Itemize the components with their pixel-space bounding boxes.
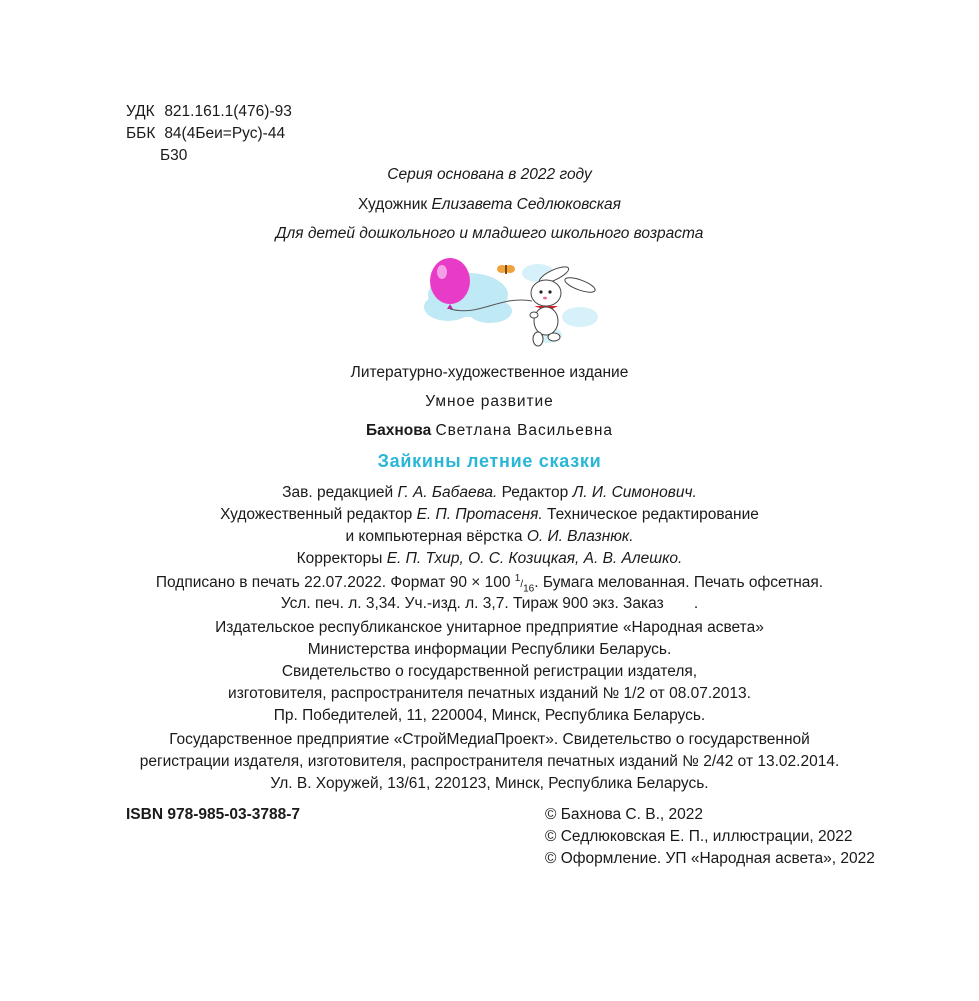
publisher-block	[0, 619, 979, 729]
series-note: Серия основана в 2022 году	[387, 166, 592, 183]
printer-line: Ул. В. Хоружей, 13/61, 220123, Минск, Республика Беларусь.	[270, 775, 709, 792]
author-given: Светлана Васильевна	[435, 422, 613, 439]
series-name: Умное развитие	[425, 393, 554, 410]
author-code: Б30	[160, 147, 188, 164]
bbk-value: 84(4Беи=Рус)-44	[164, 125, 286, 142]
bunny-with-balloon-illustration	[420, 255, 600, 355]
bbk-row	[126, 125, 292, 147]
staff-block	[0, 484, 979, 572]
udk-value: 821.161.1(476)-93	[164, 103, 292, 120]
classification-block	[126, 103, 292, 169]
print-info-line-1: Подписано в печать 22.07.2022. Формат 90 × 100 $^1/_{16}$. Бумага мелованная. Печать офсетная.	[155, 573, 824, 595]
copyright-block	[545, 806, 875, 872]
printer-line: регистрации издателя, изготовителя, распространителя печатных изданий № 2/42 от 13.02.2014.	[139, 753, 840, 770]
butterfly-icon	[497, 265, 515, 274]
print-info-line-2: Усл. печ. л. 3,34. Уч.-изд. л. 3,7. Тираж 900 экз. Заказ .	[280, 595, 699, 612]
publisher-line: Министерства информации Республики Беларусь.	[307, 641, 672, 658]
isbn: ISBN 978-985-03-3788-7	[126, 806, 301, 823]
artist-name: Елизавета Седлюковская	[431, 196, 621, 213]
udk-label: УДК	[126, 103, 155, 120]
copyright-line: © Седлюковская Е. П., иллюстрации, 2022	[545, 828, 853, 845]
printer-block	[0, 731, 979, 797]
publisher-line: Издательское республиканское унитарное предприятие «Народная асвета»	[215, 619, 764, 636]
staff-line-2: Художественный редактор Е. П. Протасеня. Техническое редактирование	[220, 506, 759, 523]
staff-line-1: Зав. редакцией Г. А. Бабаева. Редактор Л. И. Симонович.	[282, 484, 697, 501]
copyright-line: © Оформление. УП «Народная асвета», 2022	[545, 850, 875, 867]
artist-label: Художник	[358, 196, 428, 213]
author-line	[0, 422, 979, 441]
edition-type: Литературно-художественное издание	[350, 364, 629, 381]
audience-line: Для детей дошкольного и младшего школьного возраста	[275, 225, 704, 242]
copyright-line: © Бахнова С. В., 2022	[545, 806, 703, 823]
bbk-label: ББК	[126, 125, 156, 142]
author-surname: Бахнова	[366, 422, 432, 439]
publisher-line: Пр. Победителей, 11, 220004, Минск, Республика Беларусь.	[273, 707, 706, 724]
udk-row	[126, 103, 292, 125]
print-info-block	[0, 573, 979, 617]
staff-line-3: и компьютерная вёрстка О. И. Влазнюк.	[345, 528, 634, 545]
publisher-line: Свидетельство о государственной регистрации издателя,	[281, 663, 698, 680]
artist-line	[0, 196, 979, 215]
staff-line-4: Корректоры Е. П. Тхир, О. С. Козицкая, А. В. Алешко.	[296, 550, 683, 567]
printer-line: Государственное предприятие «СтройМедиаПроект». Свидетельство о государственной	[169, 731, 810, 748]
publisher-line: изготовителя, распространителя печатных изданий № 1/2 от 08.07.2013.	[228, 685, 751, 702]
book-title: Зайкины летние сказки	[377, 451, 602, 471]
